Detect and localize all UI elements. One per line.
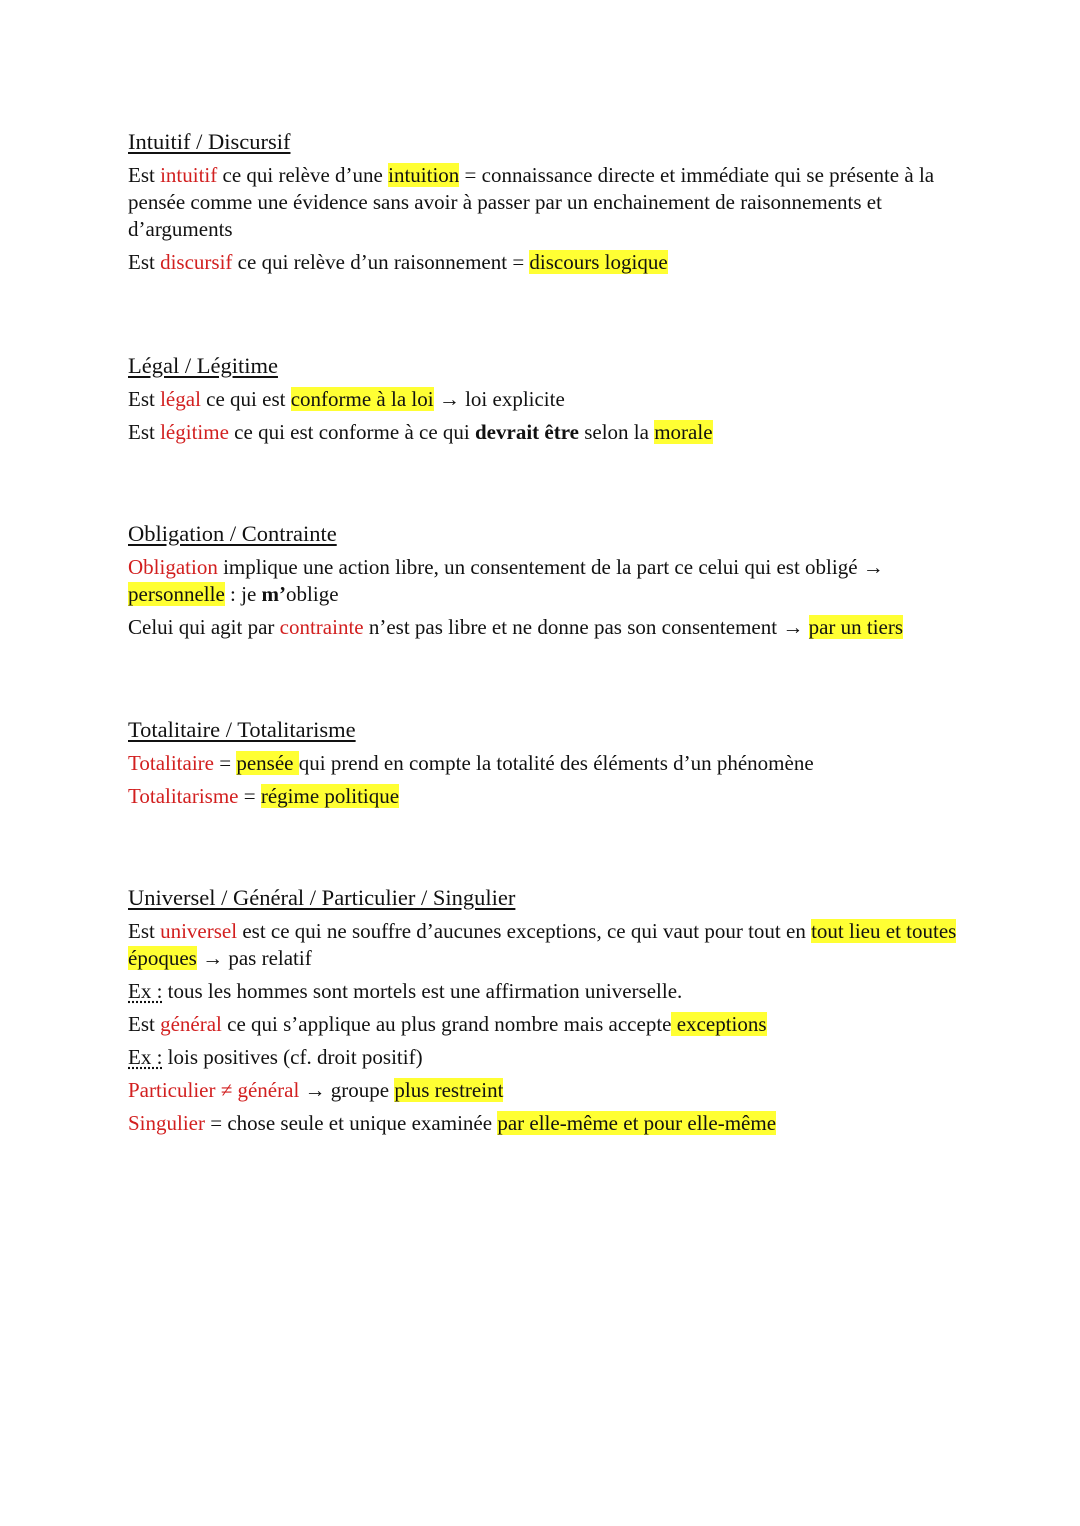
term: Singulier [128,1111,205,1135]
highlight: plus restreint [394,1078,504,1102]
definition-paragraph: Est légitime ce qui est conforme à ce qui devrait être selon la morale [128,420,713,444]
highlight: personnelle [128,582,225,606]
example-label: Ex : [128,1045,163,1069]
definition-paragraph: Celui qui agit par contrainte n’est pas libre et ne donne pas son consentement → par un tiers [128,615,904,639]
section-heading: Totalitaire / Totalitarisme [128,717,356,742]
definition-paragraph: Est universel est ce qui ne souffre d’aucunes exceptions, ce qui vaut pour tout en tout lieu et toutes époques → pas relatif [128,919,957,970]
highlight: tout lieu et toutes époques [128,919,957,970]
term: Totalitaire [128,751,214,775]
highlight: conforme à la loi [290,387,434,411]
section-universel-general-particulier-singulier [128,884,958,1143]
definition-paragraph: Obligation implique une action libre, un consentement de la part ce celui qui est obligé → personnelle : je m’oblige [128,555,884,606]
definition-paragraph: Est légal ce qui est conforme à la loi → loi explicite [128,387,565,411]
definition-paragraph: Est discursif ce qui relève d’un raisonnement = discours logique [128,250,668,274]
section-heading: Universel / Général / Particulier / Singulier [128,885,516,910]
section-heading: Légal / Légitime [128,353,278,378]
highlight: régime politique [260,784,400,808]
highlight: pensée [236,751,299,775]
bold-text: m’ [261,582,287,606]
highlight: morale [654,420,713,444]
term: Totalitarisme [128,784,239,808]
definition-paragraph: Singulier = chose seule et unique examinée par elle-même et pour elle-même [128,1111,777,1135]
section-obligation-contrainte [128,520,958,647]
term: général [160,1012,222,1036]
term: Particulier ≠ général [128,1078,300,1102]
definition-paragraph: Est intuitif ce qui relève d’une intuition = connaissance directe et immédiate qui se présente à la pensée comme une évidence sans avoir à passer par un enchainement de raisonnements et d’arguments [128,163,935,241]
definition-paragraph: Totalitarisme = régime politique [128,784,400,808]
definition-paragraph: Est général ce qui s’applique au plus grand nombre mais accepte exceptions [128,1012,767,1036]
section-legal-legitime [128,352,958,452]
term: intuitif [160,163,218,187]
term: universel [160,919,238,943]
term: légal [160,387,201,411]
definition-paragraph: Totalitaire = pensée qui prend en compte la totalité des éléments d’un phénomène [128,751,814,775]
section-heading: Obligation / Contrainte [128,521,337,546]
example-paragraph: Ex : tous les hommes sont mortels est une affirmation universelle. [128,979,683,1003]
highlight: intuition [388,163,460,187]
example-paragraph: Ex : lois positives (cf. droit positif) [128,1045,423,1069]
term: légitime [160,420,229,444]
definition-paragraph: Particulier ≠ général → groupe plus restreint [128,1078,504,1102]
example-label: Ex : [128,979,163,1003]
section-totalitaire-totalitarisme [128,716,958,816]
highlight: par elle-même et pour elle-même [497,1111,777,1135]
section-intuitif-discursif [128,128,958,282]
term: contrainte [279,615,364,639]
highlight: exceptions [671,1012,767,1036]
term: discursif [160,250,233,274]
highlight: discours logique [529,250,668,274]
section-heading: Intuitif / Discursif [128,129,291,154]
highlight: par un tiers [808,615,904,639]
term: Obligation [128,555,218,579]
bold-text: devrait être [475,420,579,444]
